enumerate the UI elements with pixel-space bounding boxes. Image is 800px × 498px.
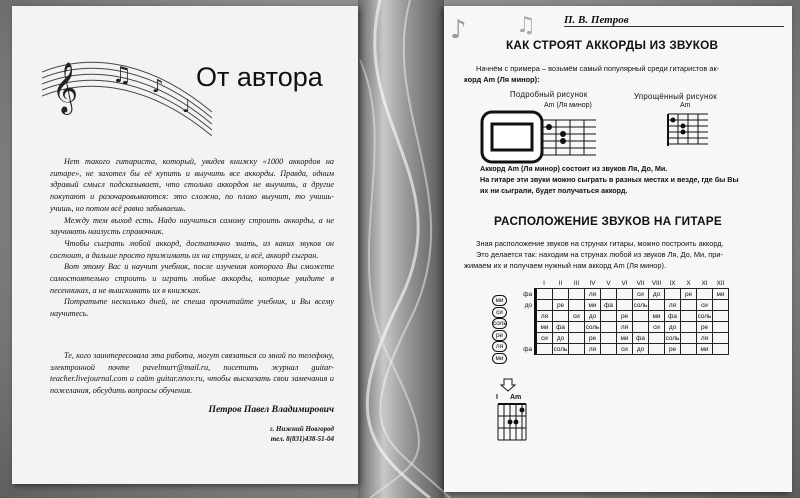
fret-note: ля (697, 333, 713, 344)
author-signature: Петров Павел Владимирович (208, 404, 334, 415)
intro-line-2: корд Am (Ля минор): (464, 75, 540, 84)
fret-number: XI (701, 279, 708, 287)
fret-note: ми (697, 344, 713, 355)
detailed-diagram-label: Подробный рисунок (510, 90, 588, 99)
paragraph: Нет такого гитариста, который, увидев книжку «1000 аккордов на гитаре», не захотел бы её купить и выучить все аккорды. Правда, одним здравый смысл подсказывает, что столько аккордов не выучить, а другие покупают и разочаровываются: это сложно, по плохо выучит, то учишь-учишь, но потом всё равно забываешь. (50, 157, 334, 213)
fret-number: IV (589, 279, 596, 287)
fret-note (601, 311, 617, 322)
fret-note: ля (536, 311, 553, 322)
fret-note (681, 300, 697, 311)
detailed-chord-diagram (480, 110, 600, 166)
fret-note: до (585, 311, 601, 322)
fret-note: си (633, 289, 649, 300)
fret-note (536, 300, 553, 311)
fret-note: ре (553, 300, 569, 311)
fret-note (569, 300, 585, 311)
string-names (492, 289, 510, 362)
fret-note: си (536, 333, 553, 344)
left-page (12, 6, 358, 484)
fret-note: ре (697, 322, 713, 333)
fret-note: соль (585, 323, 600, 331)
fret-note (697, 289, 713, 300)
fret-note (601, 333, 617, 344)
fretboard-text-3: жимаем их и получаем нужный нам аккорд Am (Ля минор). (464, 261, 667, 270)
fret-note (601, 289, 617, 300)
fret-note: ми (536, 322, 553, 333)
fret-note (681, 322, 697, 333)
string-row (510, 344, 729, 355)
fret-note (713, 322, 729, 333)
fret-note (553, 311, 569, 322)
fret-note (713, 333, 729, 344)
fret-note (649, 300, 665, 311)
fret-note: ми (713, 289, 729, 300)
contact-paragraph: Те, кого заинтересовала эта работа, могут связаться со мной по телефону, электронной почте pavelmurr@mail.ru, посетить журнал guitar-teacher.livejournal.com и сайт guitar.nnov.ru, чтобы высказать свои замечания и пожелания, обсудить вопросы обучения. (50, 351, 334, 396)
fret-number: IX (669, 279, 676, 287)
fret-note (633, 311, 649, 322)
small-fret-label: I (496, 394, 498, 401)
svg-text:♪: ♪ (450, 15, 467, 45)
fret-note: ми (649, 311, 665, 322)
fret-note (569, 333, 585, 344)
fret-number: VI (621, 279, 628, 287)
string-name: ре (492, 330, 507, 341)
svg-text:♪: ♪ (152, 76, 164, 97)
author-city: г. Нижний Новгород (270, 425, 334, 433)
fret-number: X (686, 279, 691, 287)
fret-note: ре (681, 289, 697, 300)
page-title: От автора (196, 62, 323, 92)
simple-diagram-label: Упрощённый рисунок (634, 92, 717, 101)
fret-note: до (649, 289, 665, 300)
intro-line-1: Начнём с примера – возьмём самый популярный среди гитаристов ак- (476, 64, 720, 73)
fret-note: ми (585, 300, 601, 311)
fret-note: си (649, 322, 665, 333)
music-staff-decoration (42, 32, 212, 142)
fret-note (681, 333, 697, 344)
fret-note: си (569, 311, 585, 322)
fret-note: до (553, 333, 569, 344)
paragraph: Вот этому Вас и научит учебник, после изучения которого Вы сможете самостоятельно строить и играть любые аккорды, которые увидите в песенниках, а не выискивать их в книжках. (50, 262, 334, 295)
fret-note (617, 300, 633, 311)
arrow-down-icon (500, 378, 516, 392)
string-row (510, 311, 729, 322)
contact-text (50, 350, 334, 397)
intro-text (464, 63, 786, 85)
fret-note: ре (617, 311, 633, 322)
fret-note (649, 344, 665, 355)
fret-note (713, 344, 729, 355)
fret-note: фа (665, 311, 681, 322)
fret-number: I (543, 279, 545, 287)
fret-number: VII (636, 279, 645, 287)
fret-note: ля (585, 344, 601, 355)
fret-note: соль (697, 312, 712, 320)
small-chord-name: Am (510, 394, 522, 401)
right-page (444, 6, 792, 492)
fret-note: си (697, 300, 713, 311)
fret-note (617, 289, 633, 300)
string-name: си (492, 307, 507, 318)
string-name: ля (492, 341, 507, 352)
svg-text:♫: ♫ (112, 63, 132, 88)
fret-note (601, 344, 617, 355)
fret-note: до (633, 344, 649, 355)
paragraph: Чтобы сыграть любой аккорд, достаточно знать, из каких звуков он состоит, а дальше просто прижимать их на струнах, и всё, аккорд сыгран. (50, 238, 334, 260)
fret-note (633, 322, 649, 333)
fret-note (681, 344, 697, 355)
string-name: ми (492, 353, 507, 364)
chord-explanation-2: их ни сыграли, будет получаться аккорд. (480, 186, 628, 195)
fret-note (601, 322, 617, 333)
string-name: соль (493, 320, 507, 327)
fretboard-text-2: Это делается так: находим на струнах любой из звуков Ля, До, Ми, при- (476, 250, 723, 259)
fret-number: XII (716, 279, 725, 287)
author-text (50, 156, 334, 320)
fret-note (649, 333, 665, 344)
simple-chord-diagram (666, 110, 712, 150)
svg-text:𝄞: 𝄞 (52, 62, 79, 113)
chord-explanation-1: На гитаре эти звуки можно сыграть в разных местах и везде, где бы Вы (480, 175, 739, 184)
fret-note (713, 311, 729, 322)
fret-note: ми (617, 333, 633, 344)
string-row (510, 289, 729, 300)
svg-text:♫: ♫ (516, 13, 536, 38)
fret-note: соль (553, 345, 568, 353)
open-note (510, 311, 536, 322)
fret-note: си (617, 344, 633, 355)
paragraph: Потратьте несколько дней, не спеша прочитайте учебник, и Вы всему научитесь. (50, 297, 334, 319)
paragraph: Между тем выход есть. Надо научиться самому строить аккорды, а не заучивать наизусть справочник. (50, 215, 334, 237)
fret-note: фа (601, 300, 617, 311)
fret-note: ре (585, 333, 601, 344)
svg-text:♩: ♩ (182, 96, 191, 117)
fret-note (536, 289, 553, 300)
open-note: до (510, 300, 536, 311)
string-name: ми (492, 295, 507, 306)
fret-note: ля (617, 322, 633, 333)
fret-note: ля (585, 289, 601, 300)
fretboard-table (510, 278, 729, 355)
fret-note (553, 289, 569, 300)
simple-chord-name: Am (680, 102, 691, 109)
fret-number: II (558, 279, 563, 287)
fret-note (569, 344, 585, 355)
fret-note: соль (665, 334, 680, 342)
open-note: фа (510, 344, 536, 355)
fretboard-intro (464, 238, 786, 271)
fret-note: соль (633, 301, 648, 309)
string-row (510, 300, 729, 311)
fret-note (536, 344, 553, 355)
string-row (510, 322, 729, 333)
fret-note (569, 322, 585, 333)
fret-note: фа (553, 322, 569, 333)
fret-note: до (665, 322, 681, 333)
running-header: П. В. Петров (564, 14, 784, 27)
detailed-chord-name: Am (Ля минор) (544, 102, 592, 109)
open-note: фа (510, 289, 536, 300)
fret-number-row (510, 278, 729, 289)
fret-note (713, 300, 729, 311)
fret-note: фа (633, 333, 649, 344)
fretboard-text-1: Зная расположение звуков на струнах гитары, можно построить аккорд. (476, 239, 724, 248)
small-chord-diagram (496, 402, 530, 444)
author-phone: тел. 8(831)438-51-04 (270, 435, 334, 443)
section-heading-1: КАК СТРОЯТ АККОРДЫ ИЗ ЗВУКОВ (506, 38, 719, 52)
open-note (510, 322, 536, 333)
section-heading-2: РАСПОЛОЖЕНИЕ ЗВУКОВ НА ГИТАРЕ (494, 214, 722, 228)
fret-note: ля (665, 300, 681, 311)
fret-note (665, 289, 681, 300)
fret-note (569, 289, 585, 300)
fret-number: III (573, 279, 580, 287)
fret-number: V (606, 279, 611, 287)
open-note (510, 333, 536, 344)
fret-note: ре (665, 344, 681, 355)
string-row (510, 333, 729, 344)
chord-notes-line: Аккорд Am (Ля минор) состоит из звуков Ля, До, Ми. (480, 164, 668, 173)
fret-note (681, 311, 697, 322)
fret-number: VIII (651, 279, 662, 287)
